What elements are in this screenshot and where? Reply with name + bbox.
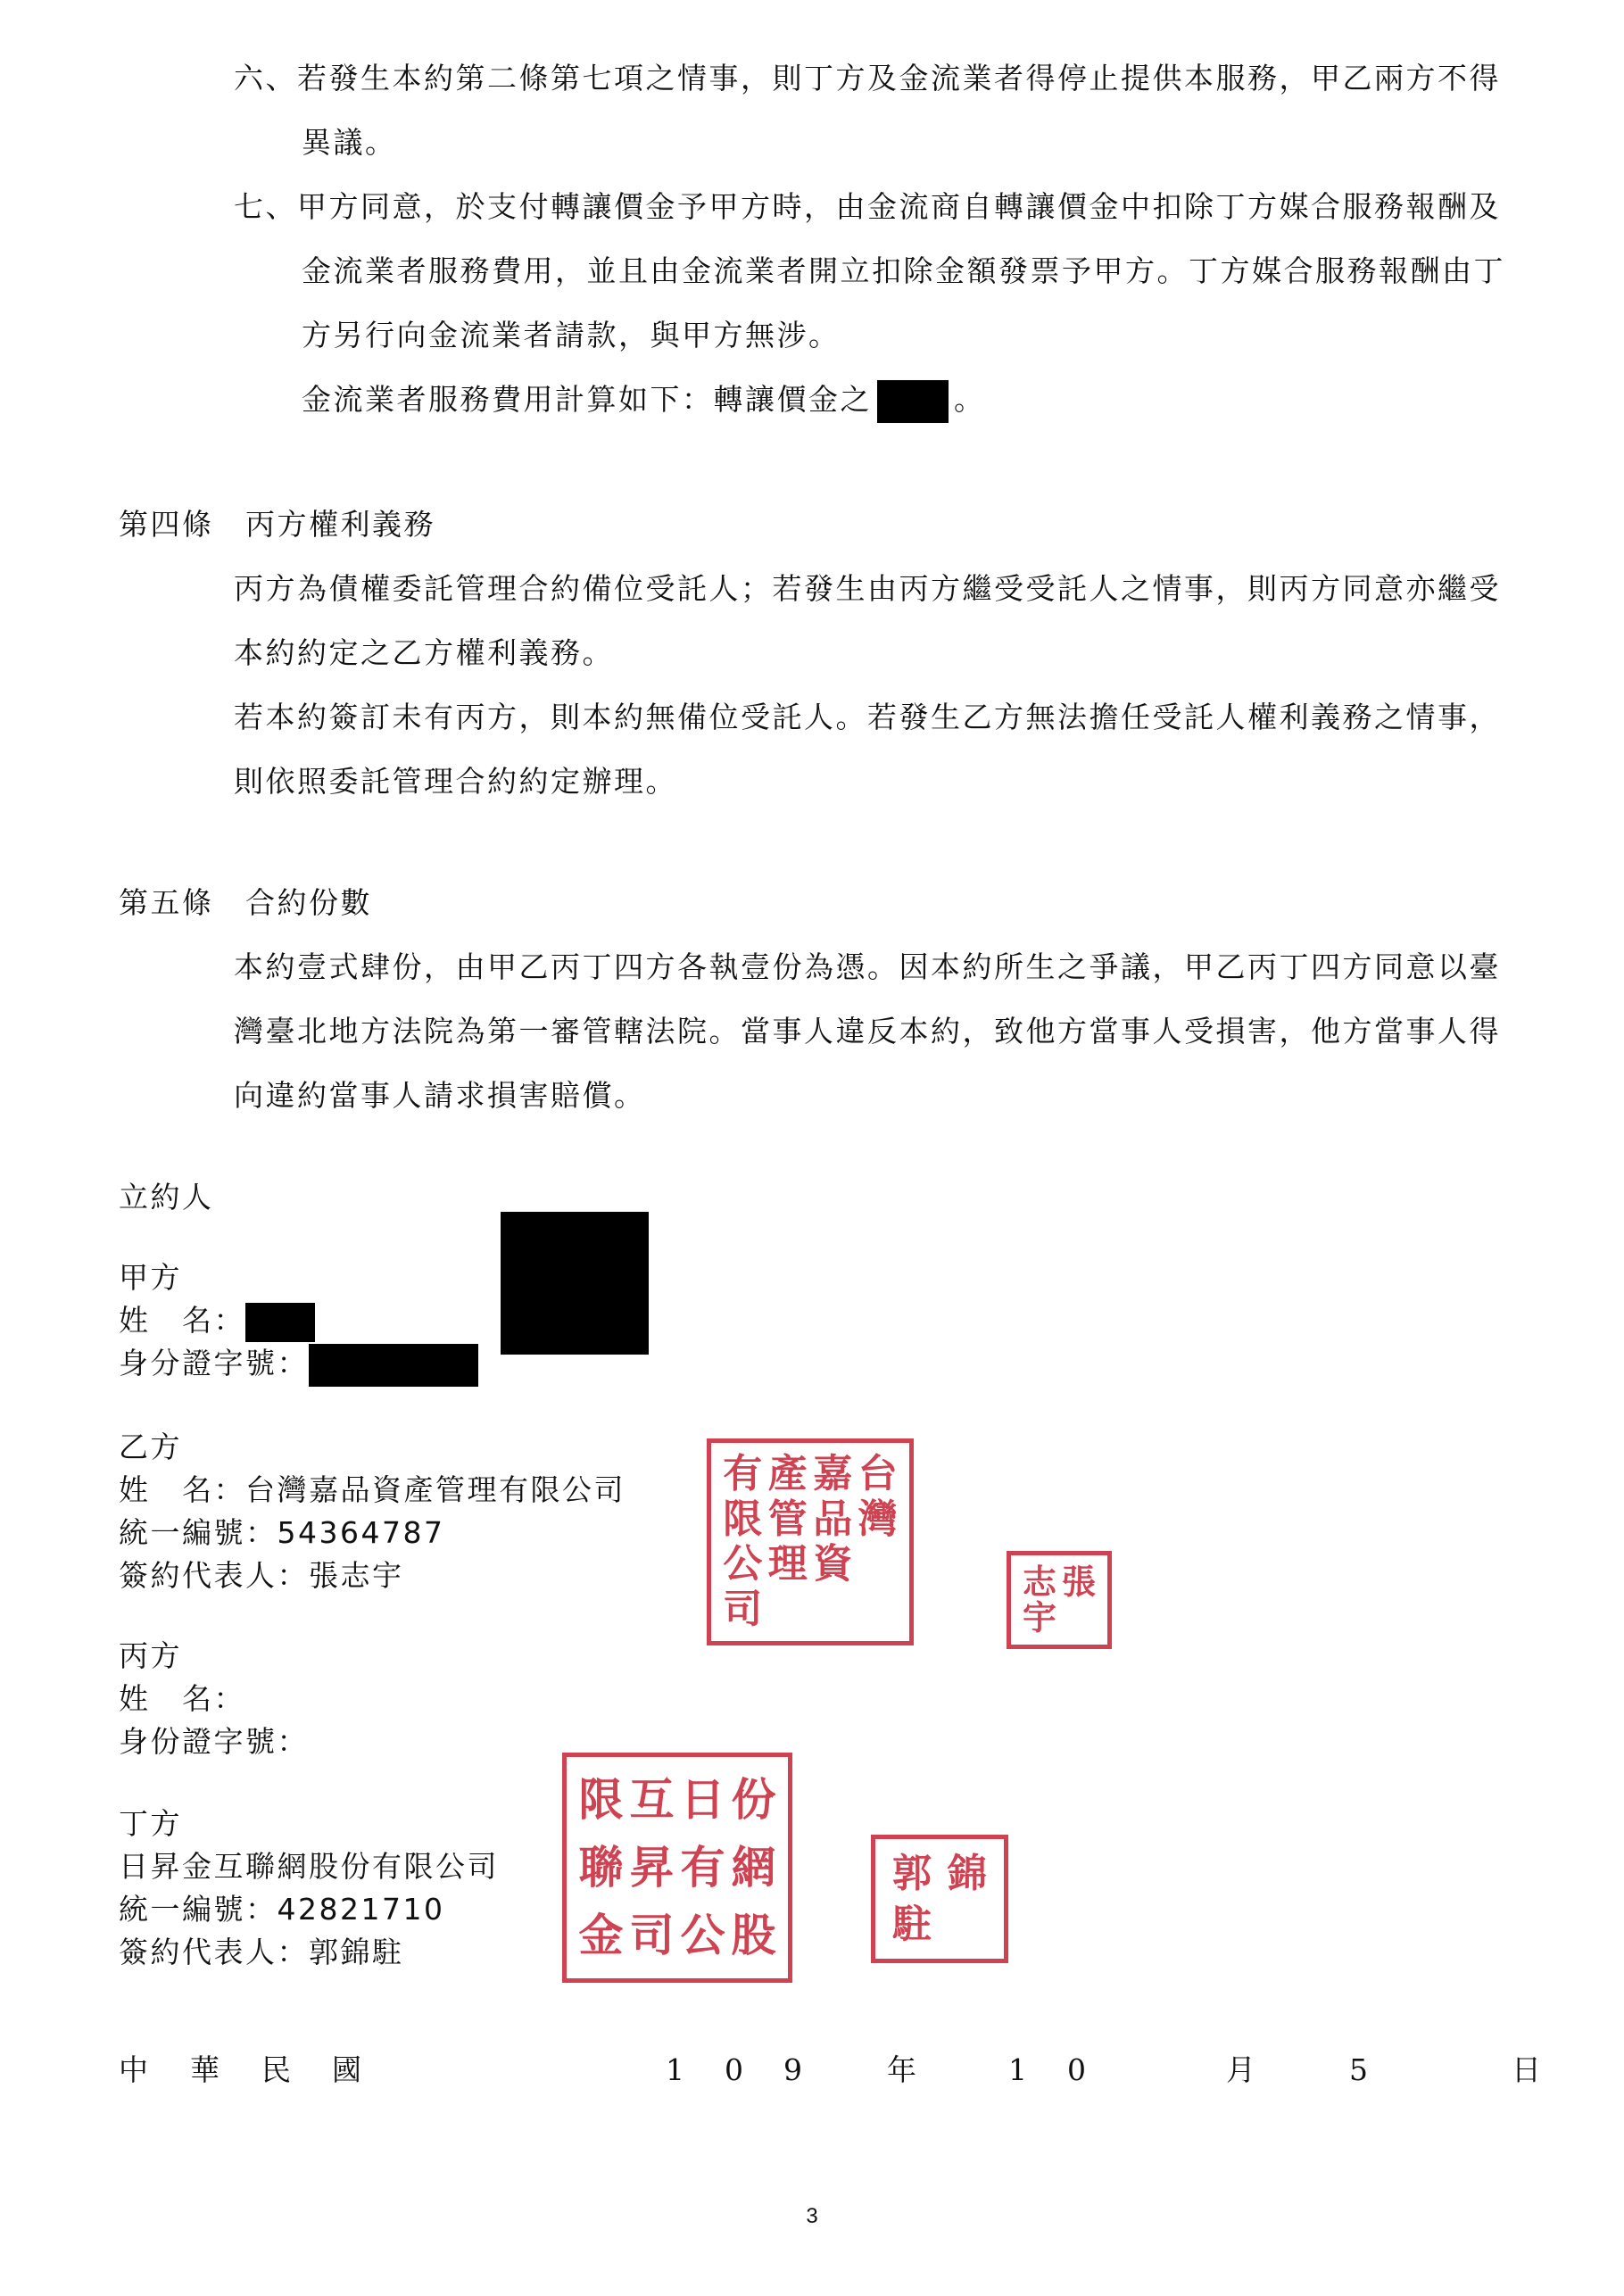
seal-character: 灣 <box>858 1496 898 1542</box>
fee-prefix: 金流業者服務費用計算如下：轉讓價金之 <box>302 382 872 417</box>
clause4-para2-line2: 則依照委託管理合約約定辦理。 <box>234 764 677 799</box>
seal-character: 有 <box>680 1841 725 1894</box>
date-era-3: 民 <box>261 2052 291 2087</box>
item6-line2: 異議。 <box>302 125 397 160</box>
party-b-company-seal <box>707 1438 914 1645</box>
seal-character: 張 <box>1061 1562 1096 1602</box>
clause4-para1-line1: 丙方為債權委託管理合約備位受託人；若發生由丙方繼受受託人之情事，則丙方同意亦繼受 <box>234 571 1501 606</box>
item6-line1: 六、若發生本約第二條第七項之情事，則丁方及金流業者得停止提供本服務，甲乙兩方不得 <box>234 61 1501 95</box>
seal-character: 限 <box>723 1496 763 1542</box>
seal-character: 嘉 <box>813 1451 853 1497</box>
seal-character: 資 <box>813 1541 853 1587</box>
date-month-digit-2: 0 <box>1067 2052 1086 2087</box>
party-b-label: 乙方 <box>119 1430 182 1464</box>
fee-suffix: 。 <box>954 382 986 417</box>
party-c-label: 丙方 <box>119 1638 182 1673</box>
seal-character: 司 <box>629 1909 675 1961</box>
seal-character: 台 <box>858 1451 898 1497</box>
seal-character: 聯 <box>578 1841 624 1894</box>
seal-character <box>940 1899 995 1950</box>
seal-character: 駐 <box>892 1901 932 1947</box>
seal-character: 限 <box>578 1773 624 1826</box>
party-b-representative: 簽約代表人：張志宇 <box>119 1558 404 1593</box>
date-year-unit: 年 <box>887 2052 916 2087</box>
page-number: 3 <box>806 2204 818 2228</box>
item7-line2: 金流業者服務費用，並且由金流業者開立扣除金額發票予甲方。丁方媒合服務報酬由丁 <box>302 253 1505 288</box>
date-day: 5 <box>1349 2052 1368 2087</box>
seal-character <box>856 1542 901 1587</box>
clause5-heading: 第五條 合約份數 <box>119 885 372 920</box>
clause4-para1-line2: 本約約定之乙方權利義務。 <box>234 635 614 670</box>
redacted-party-a-signature <box>501 1212 649 1355</box>
date-month-digit-1: 1 <box>1008 2052 1027 2087</box>
seal-character: 品 <box>813 1496 853 1542</box>
redacted-party-a-id <box>309 1344 478 1387</box>
party-b-name: 姓 名：台灣嘉品資產管理有限公司 <box>119 1472 626 1507</box>
date-era-1: 中 <box>119 2052 148 2087</box>
seal-character: 管 <box>767 1496 808 1542</box>
party-b-tax-id: 統一編號：54364787 <box>119 1515 445 1550</box>
seal-character: 股 <box>731 1909 776 1961</box>
seal-character <box>856 1587 901 1633</box>
signatories-title: 立約人 <box>119 1180 214 1214</box>
clause4-heading: 第四條 丙方權利義務 <box>119 507 435 542</box>
date-era-4: 國 <box>332 2052 361 2087</box>
party-c-id: 身份證字號： <box>119 1724 309 1759</box>
seal-character: 公 <box>680 1909 725 1961</box>
date-day-unit: 日 <box>1512 2052 1541 2087</box>
party-d-label: 丁方 <box>119 1806 182 1841</box>
seal-character: 金 <box>578 1909 624 1961</box>
party-d-company-seal <box>562 1753 792 1983</box>
clause5-line3: 向違約當事人請求損害賠償。 <box>234 1078 646 1113</box>
clause4-para2-line1: 若本約簽訂未有丙方，則本約無備位受託人。若發生乙方無法擔任受託人權利義務之情事， <box>234 700 1501 734</box>
seal-character: 網 <box>731 1841 776 1894</box>
seal-character: 日 <box>680 1773 725 1826</box>
date-era-2: 華 <box>190 2052 220 2087</box>
seal-character: 公 <box>723 1541 763 1587</box>
party-a-name-label: 姓 名： <box>119 1303 245 1338</box>
party-d-person-seal <box>871 1835 1008 1963</box>
date-month-unit: 月 <box>1226 2052 1255 2087</box>
seal-character: 昇 <box>629 1841 675 1894</box>
item7-line3: 方另行向金流業者請款，與甲方無涉。 <box>302 318 841 352</box>
seal-character: 份 <box>731 1773 776 1826</box>
date-year-digit-2: 0 <box>725 2052 743 2087</box>
redacted-party-a-name <box>245 1303 315 1342</box>
seal-character: 理 <box>767 1541 808 1587</box>
seal-character: 錦 <box>948 1850 987 1896</box>
seal-character <box>1059 1600 1098 1636</box>
party-a-id <box>119 1344 478 1387</box>
date-year-digit-1: 1 <box>666 2052 684 2087</box>
party-d-company: 日昇金互聯網股份有限公司 <box>119 1849 499 1884</box>
seal-character: 互 <box>629 1773 675 1826</box>
date-year-digit-3: 9 <box>783 2052 802 2087</box>
seal-character: 有 <box>723 1451 763 1497</box>
seal-character <box>766 1587 811 1633</box>
party-d-representative: 簽約代表人：郭錦駐 <box>119 1935 404 1969</box>
party-c-name: 姓 名： <box>119 1681 245 1716</box>
seal-character: 產 <box>767 1451 808 1497</box>
clause5-line1: 本約壹式肆份，由甲乙丙丁四方各執壹份為憑。因本約所生之爭議，甲乙丙丁四方同意以臺 <box>234 949 1501 984</box>
seal-character: 司 <box>723 1586 763 1632</box>
seal-character: 郭 <box>892 1850 932 1896</box>
seal-character: 宇 <box>1022 1597 1056 1637</box>
clause5-line2: 灣臺北地方法院為第一審管轄法院。當事人違反本約，致他方當事人受損害，他方當事人得 <box>234 1014 1501 1049</box>
seal-character <box>810 1587 856 1633</box>
party-a-name <box>119 1301 315 1342</box>
party-a-label: 甲方 <box>119 1260 182 1295</box>
redacted-fee-rate <box>877 380 949 423</box>
item7-line1: 七、甲方同意，於支付轉讓價金予甲方時，由金流商自轉讓價金中扣除丁方媒合服務報酬及 <box>234 189 1501 224</box>
party-b-person-seal <box>1007 1551 1112 1649</box>
party-d-tax-id: 統一編號：42821710 <box>119 1892 445 1927</box>
item7-line4 <box>302 380 986 423</box>
seal-character: 志 <box>1022 1562 1056 1602</box>
party-a-id-label: 身分證字號： <box>119 1346 309 1380</box>
